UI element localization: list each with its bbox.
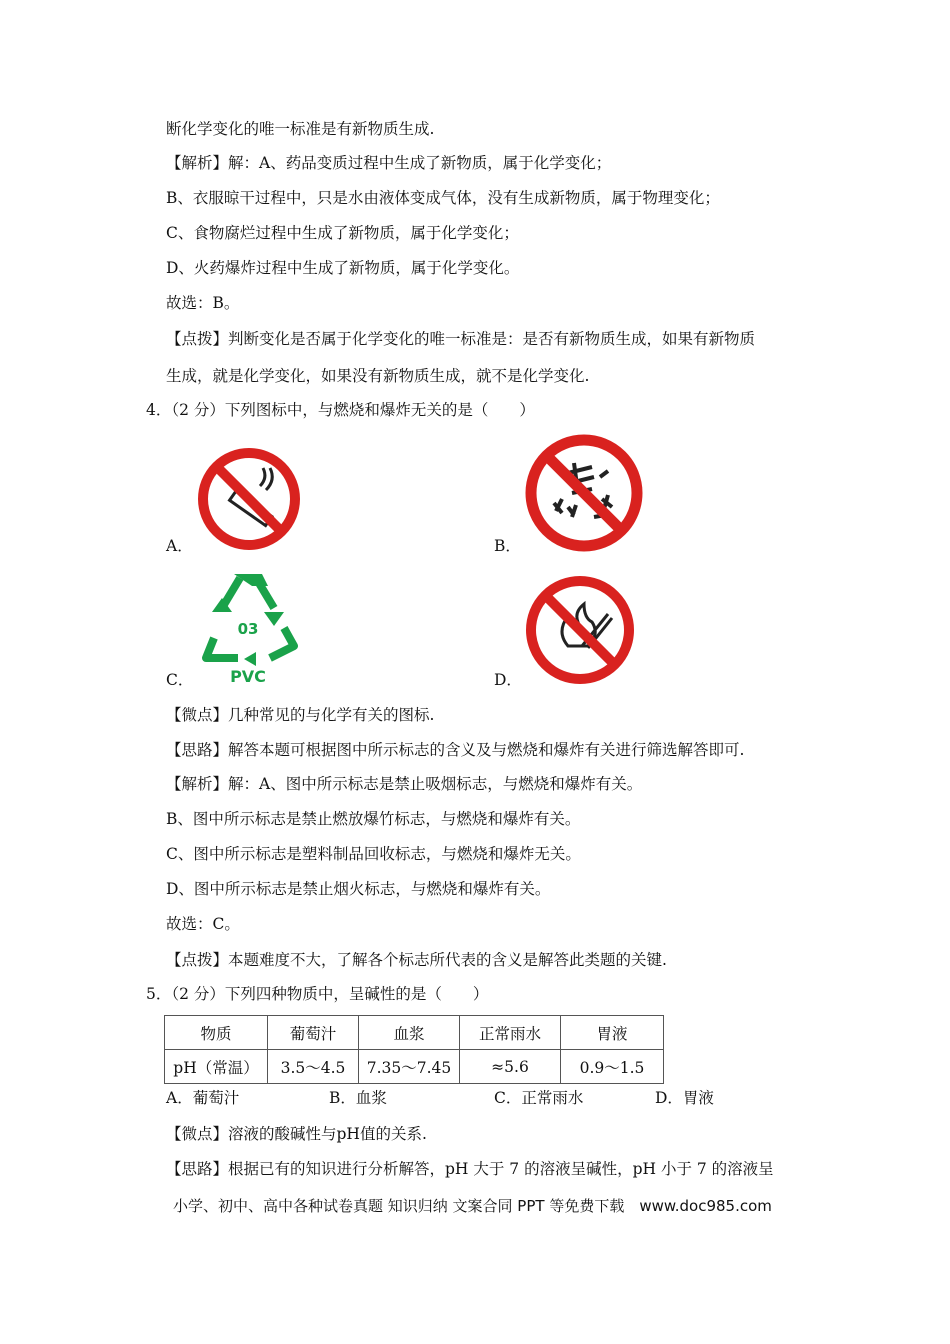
pvc-recycle-icon bbox=[194, 568, 302, 686]
ph-table bbox=[164, 1015, 664, 1084]
no-fire-icon bbox=[524, 574, 636, 686]
table-cell: 0.9～1.5 bbox=[561, 1050, 664, 1084]
table-row bbox=[165, 1050, 664, 1084]
analysis-line: B、图中所示标志是禁止燃放爆竹标志，与燃烧和爆炸有关。 bbox=[166, 810, 581, 828]
answer-line: 故选：C。 bbox=[166, 915, 240, 933]
recycle-text: PVC bbox=[230, 667, 266, 686]
option-d-label: D． bbox=[494, 671, 522, 689]
question-5: 5．（2 分）下列四种物质中，呈碱性的是（ ） bbox=[146, 985, 489, 1003]
table-cell: ≈5.6 bbox=[460, 1050, 561, 1084]
table-cell: 正常雨水 bbox=[460, 1016, 561, 1050]
answer-line: 故选：B。 bbox=[166, 294, 240, 312]
page-footer: 小学、初中、高中各种试卷真题 知识归纳 文案合同 PPT 等免费下载 www.doc985.com bbox=[173, 1197, 772, 1215]
table-cell: 血浆 bbox=[359, 1016, 460, 1050]
question-4: 4．（2 分）下列图标中，与燃烧和爆炸无关的是（ ） bbox=[146, 401, 535, 419]
table-cell: 物质 bbox=[165, 1016, 268, 1050]
tip-line: 生成，就是化学变化，如果没有新物质生成，就不是化学变化. bbox=[166, 367, 590, 385]
no-firecrackers-icon bbox=[524, 433, 644, 553]
table-cell: pH（常温） bbox=[165, 1050, 268, 1084]
no-smoking-icon bbox=[196, 446, 302, 552]
silu-line: 【思路】解答本题可根据图中所示标志的含义及与燃烧和爆炸有关进行筛选解答即可. bbox=[166, 741, 745, 759]
silu-line: 【思路】根据已有的知识进行分析解答，pH 大于 7 的溶液呈碱性，pH 小于 7 的溶液呈 bbox=[166, 1160, 774, 1178]
analysis-line: B、衣服晾干过程中，只是水由液体变成气体，没有生成新物质，属于物理变化； bbox=[166, 189, 720, 207]
weidian-line: 【微点】几种常见的与化学有关的图标. bbox=[166, 706, 435, 724]
recycle-code: 03 bbox=[237, 620, 259, 638]
analysis-line: D、图中所示标志是禁止烟火标志，与燃烧和爆炸有关。 bbox=[166, 880, 551, 898]
table-header-row bbox=[165, 1016, 664, 1050]
option-a-label: A． bbox=[166, 537, 193, 555]
text-line: 断化学变化的唯一标准是有新物质生成. bbox=[166, 120, 435, 138]
option-a: A．葡萄汁 bbox=[166, 1089, 240, 1107]
option-d: D．胃液 bbox=[655, 1089, 714, 1107]
option-c-label: C． bbox=[166, 671, 194, 689]
option-b-label: B． bbox=[494, 537, 521, 555]
table-cell: 7.35～7.45 bbox=[359, 1050, 460, 1084]
table-cell: 葡萄汁 bbox=[268, 1016, 359, 1050]
analysis-line: C、食物腐烂过程中生成了新物质，属于化学变化； bbox=[166, 224, 519, 242]
tip-line: 【点拨】判断变化是否属于化学变化的唯一标准是：是否有新物质生成，如果有新物质 bbox=[166, 330, 756, 348]
analysis-line: C、图中所示标志是塑料制品回收标志，与燃烧和爆炸无关。 bbox=[166, 845, 581, 863]
analysis-line: 【解析】解：A、药品变质过程中生成了新物质，属于化学变化； bbox=[166, 154, 612, 172]
option-c: C．正常雨水 bbox=[494, 1089, 584, 1107]
weidian-line: 【微点】溶液的酸碱性与pH值的关系. bbox=[166, 1125, 427, 1143]
table-cell: 3.5～4.5 bbox=[268, 1050, 359, 1084]
option-b: B．血浆 bbox=[329, 1089, 387, 1107]
table-cell: 胃液 bbox=[561, 1016, 664, 1050]
analysis-line: D、火药爆炸过程中生成了新物质，属于化学变化。 bbox=[166, 259, 520, 277]
analysis-line: 【解析】解：A、图中所示标志是禁止吸烟标志，与燃烧和爆炸有关。 bbox=[166, 775, 643, 793]
tip-line: 【点拨】本题难度不大，了解各个标志所代表的含义是解答此类题的关键. bbox=[166, 951, 667, 969]
